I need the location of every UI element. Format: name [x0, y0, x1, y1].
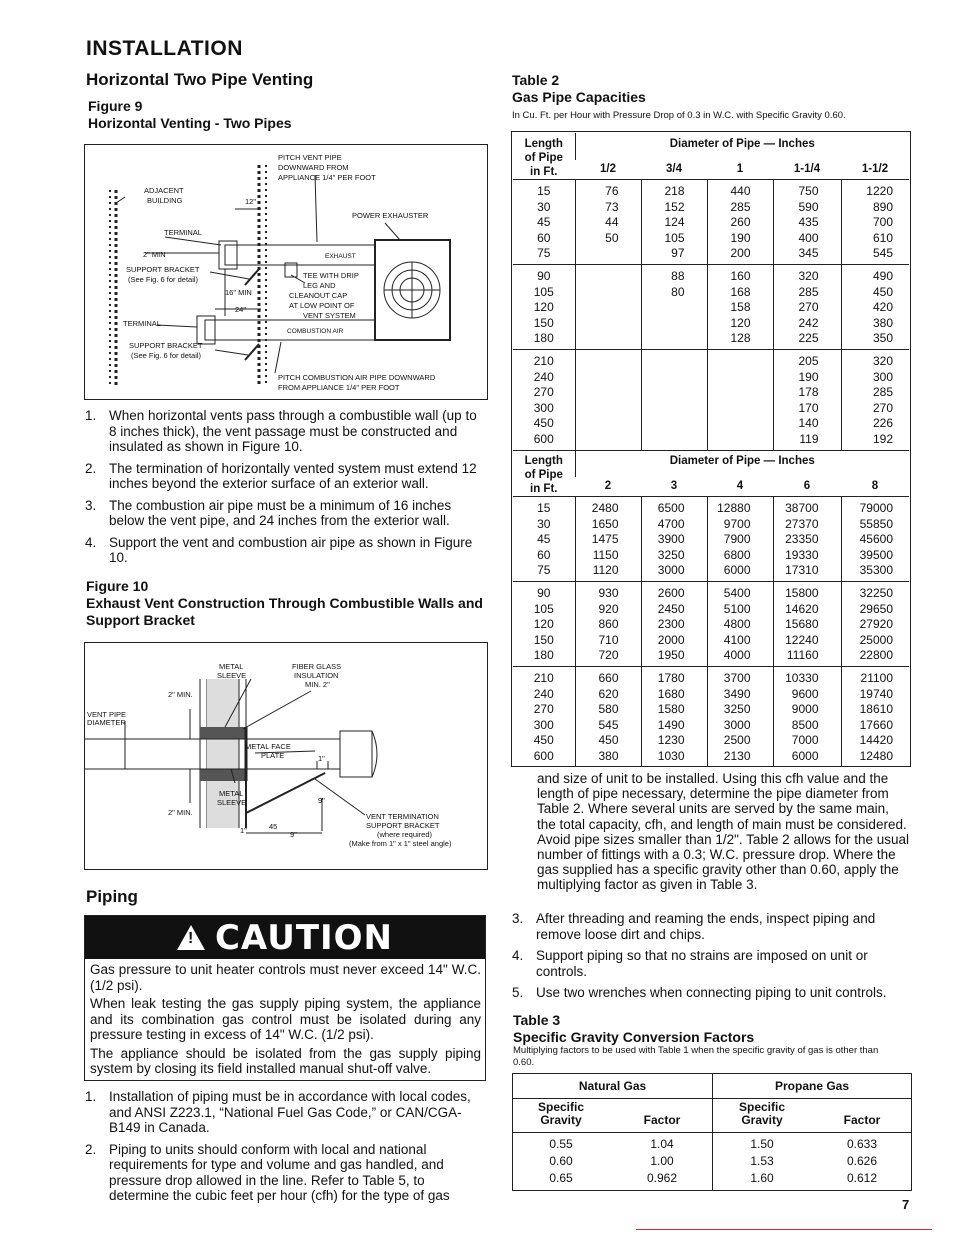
fig10-label-diameter: DIAMETER — [87, 718, 126, 727]
list-item — [512, 948, 912, 979]
figure9-caption: Horizontal Venting - Two Pipes — [88, 115, 292, 131]
fig9-label-pitch-vent-3: APPLIANCE 1/4" PER FOOT — [278, 173, 376, 182]
capacity-cell: 6500 4700 3900 3250 3000 — [641, 497, 707, 582]
pipe-size-header: 1 — [707, 160, 773, 179]
fig9-label-combustion-air: COMBUSTION AIR — [287, 328, 344, 335]
figure10-caption: Exhaust Vent Construction Through Combustible Walls and Support Bracket — [86, 595, 483, 628]
table3-propane-gas-header: Propane Gas — [713, 1074, 911, 1099]
fig10-label-vent-pipe: VENT PIPE — [87, 710, 127, 719]
fig9-label-power-exhauster: POWER EXHAUSTER — [352, 211, 429, 220]
capacity-cell: 32250 29650 27920 25000 22800 — [841, 581, 909, 666]
table3-sg-header: Specific Gravity — [537, 1100, 585, 1127]
table3-natural-factor: 1.04 1.00 0.962 — [646, 1137, 678, 1185]
list-item — [85, 461, 483, 492]
table3-natural-gas-header: Natural Gas — [513, 1074, 713, 1099]
pipe-size-header: 6 — [773, 477, 841, 496]
list-item — [512, 985, 912, 1001]
fig10-label-metal: METAL — [219, 662, 244, 671]
length-cell: 90 105 120 150 180 — [513, 264, 575, 349]
list-number: 1. — [85, 1089, 97, 1104]
capacity-cell: 490 450 420 380 350 — [841, 264, 909, 349]
caution-paragraph: When leak testing the gas supply piping system, the appliance and its combination gas control must be isolated during any pressure testing in excess of 14" W.C. (1/2 psi). — [90, 996, 481, 1042]
capacity-cell: 21100 19740 18610 17660 14420 12480 — [841, 666, 909, 766]
piping-steps-list-2 — [512, 911, 912, 1007]
capacity-cell: 750 590 435 400 345 — [773, 180, 841, 265]
fig10-label-2min-bot: 2" MIN. — [168, 808, 193, 817]
fig10-label-plate: PLATE — [261, 751, 285, 760]
fig9-label-tee-2: LEG AND — [303, 281, 336, 290]
list-text: Use two wrenches when connecting piping to unit controls. — [536, 985, 887, 1000]
fig9-label-tee-1: TEE WITH DRIP — [303, 271, 359, 280]
capacity-cell: 5400 5100 4800 4100 4000 — [707, 581, 773, 666]
list-number: 4. — [512, 948, 524, 963]
table3-number: Table 3 — [513, 1012, 561, 1028]
figure10-title — [86, 578, 486, 629]
list-text: The combustion air pipe must be a minimum of 16 inches below the vent pipe, and 24 inches from the exterior wall. — [109, 497, 452, 528]
capacity-cell: 88 80 — [641, 264, 707, 349]
fig10-label-9in-b: 9" — [290, 830, 297, 839]
fig9-label-pitch-vent: PITCH VENT PIPE — [278, 153, 342, 162]
capacity-cell: 218 152 124 105 97 — [641, 180, 707, 265]
fig10-label-where-req: (where required) — [377, 830, 433, 839]
capacity-cell: 205 190 178 170 140 119 — [773, 349, 841, 450]
capacity-cell: 2600 2450 2300 2000 1950 — [641, 581, 707, 666]
table-row — [513, 497, 909, 582]
caution-banner — [85, 916, 485, 959]
table2-part2 — [513, 450, 909, 767]
figure10-number: Figure 10 — [86, 578, 149, 594]
capacity-cell: 320 300 285 270 226 192 — [841, 349, 909, 450]
length-header: Length of Pipe in Ft. — [513, 450, 575, 497]
fig10-label-support-bracket: SUPPORT BRACKET — [366, 821, 440, 830]
length-cell: 210 240 270 300 450 600 — [533, 670, 554, 763]
fig9-label-support-bracket: SUPPORT BRACKET — [126, 265, 200, 274]
table3-sg-header-2: Specific Gravity — [738, 1100, 786, 1127]
fig9-label-16min: 16" MIN — [225, 288, 252, 297]
pipe-size-header: 8 — [841, 477, 909, 496]
list-text: Support the vent and combustion air pipe as shown in Figure 10. — [109, 534, 473, 565]
fig10-label-metal-face: METAL FACE — [245, 742, 291, 751]
fig9-label-support-bracket-2: SUPPORT BRACKET — [129, 341, 203, 350]
fig9-label-see-fig6: (See Fig. 6 for detail) — [128, 275, 199, 284]
table3-natural-sg: 0.55 0.60 0.65 — [549, 1137, 573, 1185]
table-row — [513, 581, 909, 666]
fig9-label-24in: 24" — [235, 305, 247, 314]
list-number: 2. — [85, 1141, 97, 1157]
fig9-label-12in: 12" — [245, 197, 257, 206]
capacity-cell: 660 620 580 545 450 380 — [575, 666, 641, 766]
section-heading-piping: Piping — [86, 887, 138, 906]
fig9-label-terminal-2: TERMINAL — [123, 319, 161, 328]
capacity-cell — [641, 349, 707, 450]
list-number: 3. — [512, 911, 524, 926]
list-number: 5. — [512, 985, 524, 1000]
list-text: Support piping so that no strains are imposed on unit or controls. — [536, 948, 868, 979]
list-text: After threading and reaming the ends, inspect piping and remove loose dirt and chips. — [536, 911, 876, 942]
fig9-label-tee-3: CLEANOUT CAP — [289, 291, 348, 300]
length-cell: 210 240 270 300 450 600 — [513, 349, 575, 450]
list-number: 3. — [85, 497, 97, 513]
list-item — [85, 1142, 483, 1204]
warning-triangle-icon: ! — [177, 925, 205, 950]
table3-subtitle: Multiplying factors to be used with Table 1 when the specific gravity of gas is other than 0.60. — [513, 1045, 879, 1068]
capacity-cell: 3700 3490 3250 3000 2500 2130 — [707, 666, 773, 766]
fig10-label-1in-b: 1" — [240, 826, 247, 835]
fig10-label-2min-top: 2" MIN. — [168, 690, 193, 699]
capacity-cell: 320 285 270 242 225 — [773, 264, 841, 349]
fig10-label-insulation: INSULATION — [294, 671, 339, 680]
capacity-cell: 38700 27370 23350 19330 17310 — [773, 497, 841, 582]
table3-factor-header: Factor — [643, 1113, 681, 1127]
pipe-size-header: 3 — [641, 477, 707, 496]
list-number: 1. — [85, 408, 97, 423]
fig9-label-2min: 2" MIN — [143, 250, 166, 259]
list-number: 4. — [85, 534, 97, 550]
fig10-label-metal-2: METAL — [219, 789, 244, 798]
fig9-label-pitch-vent-2: DOWNWARD FROM — [278, 163, 349, 172]
list-number: 2. — [85, 460, 97, 476]
list-item — [85, 408, 483, 455]
fig9-label-see-fig6-2: (See Fig. 6 for detail) — [131, 351, 202, 360]
list-item — [85, 1089, 483, 1136]
capacity-cell: 2480 1650 1475 1150 1120 — [575, 497, 641, 582]
fig10-label-sleeve-2: SLEEVE — [217, 798, 247, 807]
pipe-size-header: 1-1/2 — [841, 160, 909, 179]
list-item — [512, 911, 912, 942]
figure10-diagram — [84, 642, 488, 870]
fig9-label-tee-5: VENT SYSTEM — [303, 311, 356, 320]
list-item — [85, 498, 483, 529]
table2-number: Table 2 — [512, 72, 560, 88]
figure10-svg — [85, 643, 487, 869]
caution-paragraph: The appliance should be isolated from the gas supply piping system by closing its field installed manual shut-off valve. — [90, 1045, 481, 1076]
table3-propane-sg: 1.50 1.53 1.60 — [750, 1137, 774, 1185]
fig9-label-tee-4: AT LOW POINT OF — [289, 301, 355, 310]
fig9-label-exhaust: EXHAUST — [325, 253, 356, 260]
venting-steps-list — [85, 408, 483, 572]
page-number: 7 — [902, 1197, 910, 1212]
capacity-cell: 10330 9600 9000 8500 7000 6000 — [773, 666, 841, 766]
table2-subtitle: In Cu. Ft. per Hour with Pressure Drop of 0.3 in W.C. with Specific Gravity 0.60. — [512, 110, 846, 121]
pipe-size-header: 3/4 — [641, 160, 707, 179]
pipe-size-header: 1-1/4 — [773, 160, 841, 179]
table2-name: Gas Pipe Capacities — [512, 89, 646, 105]
fig9-label-adjacent: ADJACENT — [144, 186, 184, 195]
diameter-header: Diameter of Pipe — Inches — [575, 133, 909, 160]
pipe-size-header: 4 — [707, 477, 773, 496]
table3-propane-factor: 0.633 0.626 0.612 — [846, 1137, 878, 1185]
table-row — [513, 180, 909, 265]
table-row — [513, 264, 909, 349]
capacity-cell: 12880 9700 7900 6800 6000 — [707, 497, 773, 582]
fig9-label-building: BUILDING — [147, 196, 183, 205]
list-text: When horizontal vents pass through a combustible wall (up to 8 inches thick), the vent passage must be constructed and insulated as shown in Figure 10. — [109, 408, 477, 454]
piping-step2-continued: and size of unit to be installed. Using this cfh value and the length of pipe necessary, determine the pipe diameter from Table 2. Where several units are served by the same main, the total capacity, cfh, and length of main must be considered. Avoid pipe sizes smaller than 1/2". Table 2 allows for the usual number of fittings with a 0.3; W.C. pressure drop. Where the gas supplied has a specific gravity other than 0.60, apply the multiplying factor as given in Table 3. — [537, 771, 910, 893]
section-heading-venting: Horizontal Two Pipe Venting — [86, 70, 314, 89]
table3-name: Specific Gravity Conversion Factors — [513, 1029, 755, 1045]
table-row — [513, 666, 909, 766]
capacity-cell — [575, 264, 641, 349]
capacity-cell: 1780 1680 1580 1490 1230 1030 — [641, 666, 707, 766]
page-heading: INSTALLATION — [86, 37, 243, 60]
diameter-header: Diameter of Pipe — Inches — [575, 450, 909, 477]
length-cell: 90 105 120 150 180 — [513, 581, 575, 666]
list-text: Piping to units should conform with local and national requirements for type and volume and gas handled, and pressure drop allowed in the line. Refer to Table 5, to determine the cubic feet per hour (cfh) for the type of gas — [109, 1141, 450, 1203]
table-row — [513, 349, 909, 450]
fig10-label-1in: 1" — [318, 754, 325, 763]
table2-title — [512, 72, 646, 106]
fig10-label-sleeve: SLEEVE — [217, 671, 247, 680]
length-header: Length of Pipe in Ft. — [513, 133, 575, 180]
figure9-svg — [85, 145, 487, 399]
list-item — [85, 535, 483, 566]
caution-box — [84, 915, 486, 1081]
fig10-label-vent-term: VENT TERMINATION — [366, 812, 439, 821]
fig9-label-terminal: TERMINAL — [164, 228, 202, 237]
piping-steps-list — [85, 1089, 483, 1210]
figure9-title — [88, 98, 292, 132]
caution-text — [85, 959, 485, 1077]
table3-factor-header-2: Factor — [843, 1113, 881, 1127]
length-cell: 15 30 45 60 75 — [513, 497, 575, 582]
pipe-size-header: 1/2 — [575, 160, 641, 179]
capacity-cell: 15800 14620 15680 12240 11160 — [773, 581, 841, 666]
capacity-cell — [707, 349, 773, 450]
list-text: Installation of piping must be in accordance with local codes, and ANSI Z223.1, “National Fuel Gas Code,” or CAN/CGA-B149 in Canada. — [109, 1089, 471, 1135]
figure9-number: Figure 9 — [88, 98, 143, 114]
capacity-cell: 76 73 44 50 — [575, 180, 641, 265]
fig10-label-fiber: FIBER GLASS — [292, 662, 342, 671]
fig9-label-pitch-comb: PITCH COMBUSTION AIR PIPE DOWNWARD — [278, 373, 436, 382]
caution-word: CAUTION — [214, 917, 394, 958]
capacity-cell: 440 285 260 190 200 — [707, 180, 773, 265]
capacity-cell: 1220 890 700 610 545 — [841, 180, 909, 265]
fig10-label-min2: MIN. 2" — [305, 680, 330, 689]
figure9-diagram — [84, 144, 488, 400]
capacity-cell: 79000 55850 45600 39500 35300 — [841, 497, 909, 582]
capacity-cell — [575, 349, 641, 450]
table3 — [512, 1073, 912, 1191]
fig10-label-make-from: (Make from 1" x 1" steel angle) — [349, 839, 452, 848]
pipe-size-header: 2 — [575, 477, 641, 496]
fig10-label-9in: 9" — [318, 796, 325, 805]
caution-paragraph: Gas pressure to unit heater controls must never exceed 14" W.C. (1/2 psi). — [90, 962, 481, 993]
capacity-cell: 160 168 158 120 128 — [707, 264, 773, 349]
fig9-label-pitch-comb-2: FROM APPLIANCE 1/4" PER FOOT — [278, 383, 400, 392]
length-cell: 15 30 45 60 75 — [513, 180, 575, 265]
capacity-cell: 930 920 860 710 720 — [575, 581, 641, 666]
list-text: The termination of horizontally vented system must extend 12 inches beyond the exterior surface of an exterior wall. — [109, 460, 477, 491]
fig10-label-45: 45 — [269, 822, 278, 831]
table2-part1 — [513, 133, 909, 451]
table3-title — [513, 1012, 754, 1046]
footer-rule — [636, 1229, 932, 1230]
